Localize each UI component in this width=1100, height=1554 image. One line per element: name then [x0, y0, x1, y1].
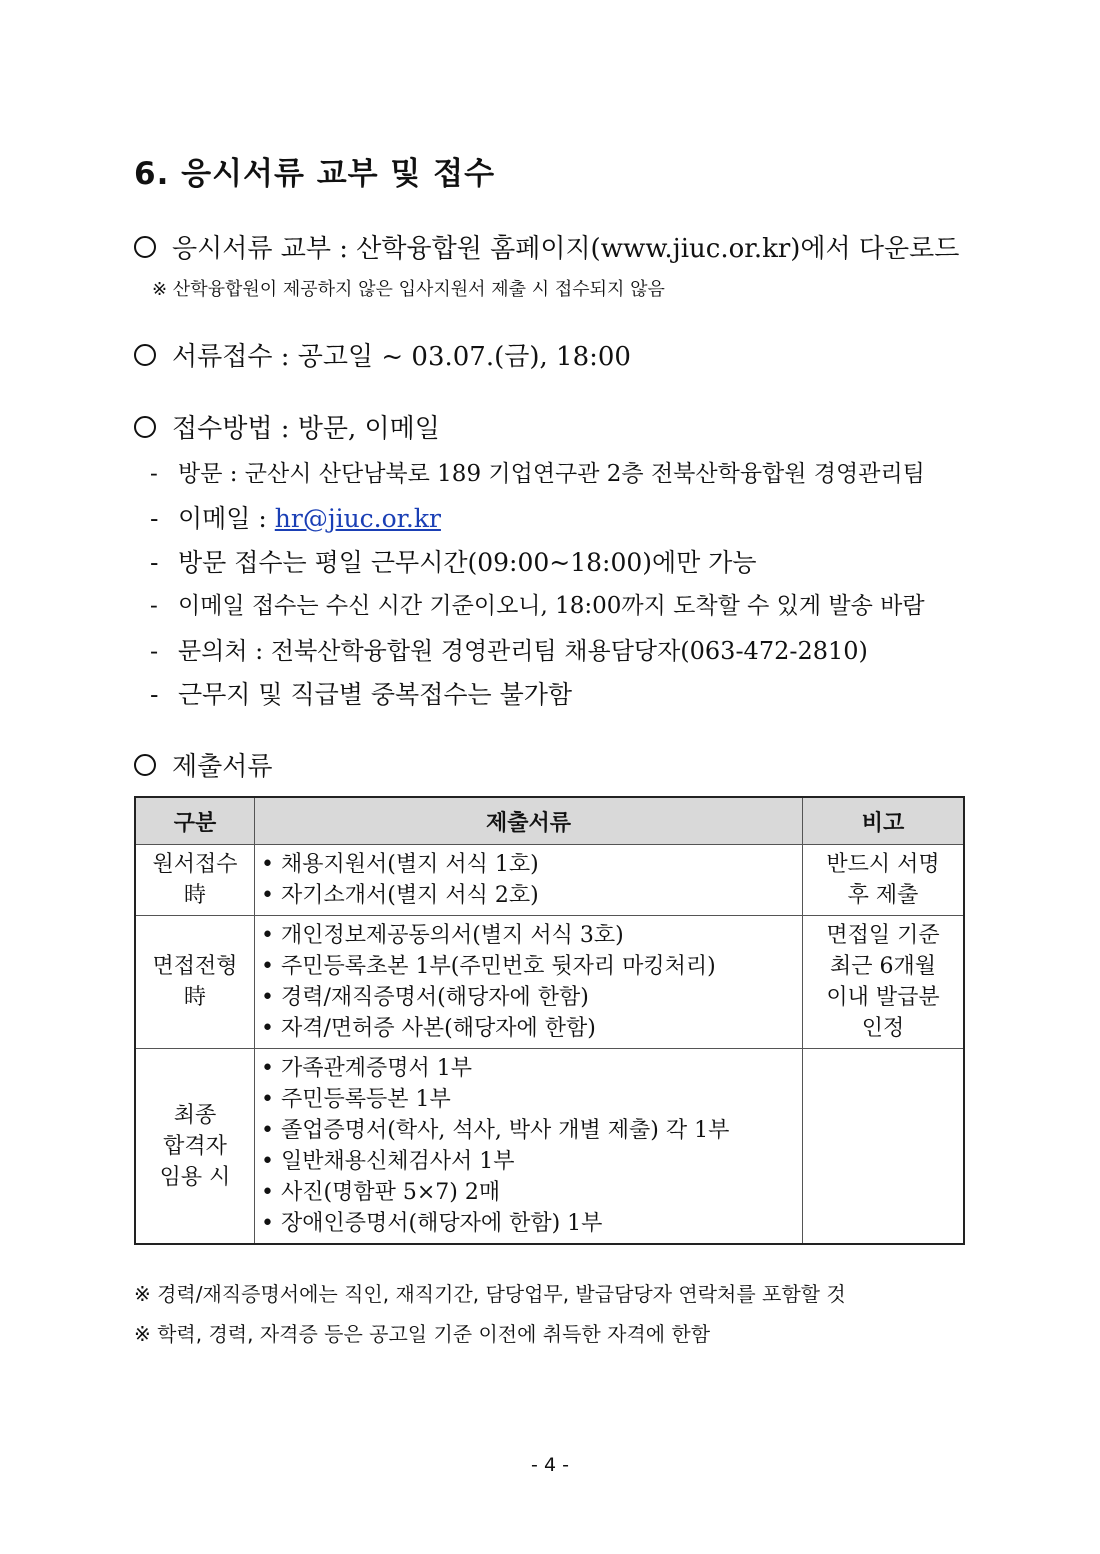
row-remark: [803, 1049, 965, 1245]
distribution-text: 응시서류 교부 : 산학융합원 홈페이지(www.jiuc.or.kr)에서 다운로드: [172, 234, 960, 264]
list-item: • 일반채용신체검사서 1부: [261, 1146, 796, 1177]
header-remark: 비고: [803, 797, 965, 845]
distribution-note: ※ 산학융합원이 제공하지 않은 입사지원서 제출 시 접수되지 않음: [152, 279, 665, 300]
header-category: 구분: [135, 797, 255, 845]
list-item: • 가족관계증명서 1부: [261, 1053, 796, 1084]
method-email-note: - 이메일 접수는 수신 시간 기준이오니, 18:00까지 도착할 수 있게 발송 바람: [150, 593, 925, 619]
row-items: [255, 845, 803, 916]
header-docs: 제출서류: [255, 797, 803, 845]
documents-table: [134, 796, 965, 1245]
list-item: • 자격/면허증 사본(해당자에 한함): [261, 1013, 796, 1044]
circle-bullet-icon: [134, 754, 156, 776]
row-category: 면접전형 時: [135, 916, 255, 1049]
list-item: • 사진(명함판 5×7) 2매: [261, 1177, 796, 1208]
list-item: • 채용지원서(별지 서식 1호): [261, 849, 796, 880]
documents-title: 제출서류: [172, 752, 273, 782]
method-duplicate: - 근무지 및 직급별 중복접수는 불가함: [150, 680, 573, 709]
table-row: [135, 916, 964, 1049]
circle-bullet-icon: [134, 236, 156, 258]
list-item: • 주민등록초본 1부(주민번호 뒷자리 마킹처리): [261, 951, 796, 982]
list-item: • 장애인증명서(해당자에 한함) 1부: [261, 1208, 796, 1239]
reception-line: [134, 336, 631, 373]
row-category: 최종 합격자 임용 시: [135, 1049, 255, 1245]
list-item: • 경력/재직증명서(해당자에 한함): [261, 982, 796, 1013]
table-header-row: [135, 797, 964, 845]
distribution-line: [134, 228, 959, 265]
list-item: • 주민등록등본 1부: [261, 1084, 796, 1115]
section-title: 6. 응시서류 교부 및 접수: [134, 156, 496, 192]
page-number: - 4 -: [531, 1454, 569, 1476]
circle-bullet-icon: [134, 344, 156, 366]
documents-line: [134, 746, 272, 783]
list-item: • 졸업증명서(학사, 석사, 박사 개별 제출) 각 1부: [261, 1115, 796, 1146]
footnote-2: ※ 학력, 경력, 자격증 등은 공고일 기준 이전에 취득한 자격에 한함: [134, 1322, 711, 1346]
table-row: [135, 845, 964, 916]
row-remark: 반드시 서명 후 제출: [803, 845, 965, 916]
table-row: [135, 1049, 964, 1245]
method-email: - 이메일 : hr@jiuc.or.kr: [150, 504, 441, 533]
email-link[interactable]: hr@jiuc.or.kr: [274, 504, 441, 533]
method-contact: - 문의처 : 전북산학융합원 경영관리팀 채용담당자(063-472-2810): [150, 637, 868, 665]
method-visit-hours: - 방문 접수는 평일 근무시간(09:00~18:00)에만 가능: [150, 548, 757, 577]
method-visit: - 방문 : 군산시 산단남북로 189 기업연구관 2층 전북산학융합원 경영관리팀: [150, 461, 925, 487]
row-items: [255, 916, 803, 1049]
circle-bullet-icon: [134, 416, 156, 438]
row-remark: 면접일 기준 최근 6개월 이내 발급분 인정: [803, 916, 965, 1049]
footnote-1: ※ 경력/재직증명서에는 직인, 재직기간, 담당업무, 발급담당자 연락처를 포함할 것: [134, 1282, 846, 1306]
list-item: • 자기소개서(별지 서식 2호): [261, 880, 796, 911]
reception-text: 서류접수 : 공고일 ~ 03.07.(금), 18:00: [172, 342, 631, 372]
row-items: [255, 1049, 803, 1245]
list-item: • 개인정보제공동의서(별지 서식 3호): [261, 920, 796, 951]
method-text: 접수방법 : 방문, 이메일: [172, 414, 440, 444]
method-line: [134, 408, 440, 445]
row-category: 원서접수 時: [135, 845, 255, 916]
